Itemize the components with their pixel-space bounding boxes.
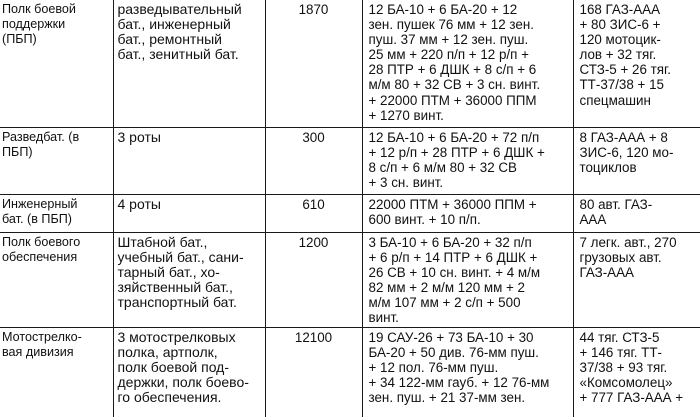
personnel-cell: 1870: [265, 0, 362, 127]
subunits-cell: 3 роты: [113, 127, 265, 194]
vehicles-cell: 168 ГАЗ-ААА + 80 ЗИС-6 + 120 мотоцик- лов + 32 тяг. СТЗ-5 + 26 тяг. ТТ-37/38 + 15 спецмашин: [573, 0, 700, 127]
personnel-cell: 300: [265, 127, 362, 194]
table-row: [0, 127, 700, 194]
subunits-cell: 4 роты: [113, 194, 265, 232]
vehicles-cell: 7 легк. авт., 270 грузовых авт. ГАЗ-ААА: [573, 232, 700, 328]
subunits-cell: Штабной бат., учебный бат., сани- тарный бат., хо- зяйственный бат., транспортный бат.: [113, 232, 265, 328]
personnel-cell: 1200: [265, 232, 362, 328]
vehicles-cell: 80 авт. ГАЗ- ААА: [573, 194, 700, 232]
unit-name-cell: Инженерный бат. (в ПБП): [0, 194, 113, 232]
subunits-cell: 3 мотострелковых полка, артполк, полк боевой под- держки, полк боево- го обеспечения.: [113, 328, 265, 417]
armament-cell: 19 САУ-26 + 73 БА-10 + 30 БА-20 + 50 див. 76-мм пуш. + 12 пол. 76-мм пуш. + 34 122-мм гауб. + 12 76-мм зен. пуш. + 21 37-мм зен.: [362, 328, 573, 417]
vehicles-cell: 44 тяг. СТЗ-5 + 146 тяг. ТТ- 37/38 + 93 тяг. «Комсомолец» + 777 ГАЗ-ААА +: [573, 328, 700, 417]
armament-cell: 12 БА-10 + 6 БА-20 + 72 п/п + 12 р/п + 28 ПТР + 6 ДШК + 8 с/п + 6 м/м 80 + 32 СВ + 3 сн. винт.: [362, 127, 573, 194]
armament-cell: 12 БА-10 + 6 БА-20 + 12 зен. пушек 76 мм + 12 зен. пуш. 37 мм + 12 зен. пуш. 25 мм + 220 п/п + 12 р/п + 28 ПТР + 6 ДШК + 8 с/п + 6 м/м 80 + 32 СВ + 3 сн. винт. + 22000 ПТМ + 36000 ППМ + 1270 винт.: [362, 0, 573, 127]
subunits-cell: разведывательный бат., инженерный бат., ремонтный бат., зенитный бат.: [113, 0, 265, 127]
table-row: [0, 328, 700, 417]
vehicles-cell: 8 ГАЗ-ААА + 8 ЗИС-6, 120 мо- тоциклов: [573, 127, 700, 194]
table-row: [0, 232, 700, 328]
unit-name-cell: Мотострелко- вая дивизия: [0, 328, 113, 417]
unit-name-cell: Разведбат. (в ПБП): [0, 127, 113, 194]
armament-cell: 22000 ПТМ + 36000 ППМ + 600 винт. + 10 п/п.: [362, 194, 573, 232]
table-row: [0, 0, 700, 127]
armament-cell: 3 БА-10 + 6 БА-20 + 32 п/п + 6 р/п + 14 ПТР + 6 ДШК + 26 СВ + 10 сн. винт. + 4 м/м 82 мм + 2 м/м 120 мм + 2 м/м 107 мм + 2 с/п + 500 винт.: [362, 232, 573, 328]
unit-name-cell: Полк боевого обеспечения: [0, 232, 113, 328]
unit-name-cell: Полк боевой поддержки (ПБП): [0, 0, 113, 127]
table-row: [0, 194, 700, 232]
personnel-cell: 610: [265, 194, 362, 232]
personnel-cell: 12100: [265, 328, 362, 417]
